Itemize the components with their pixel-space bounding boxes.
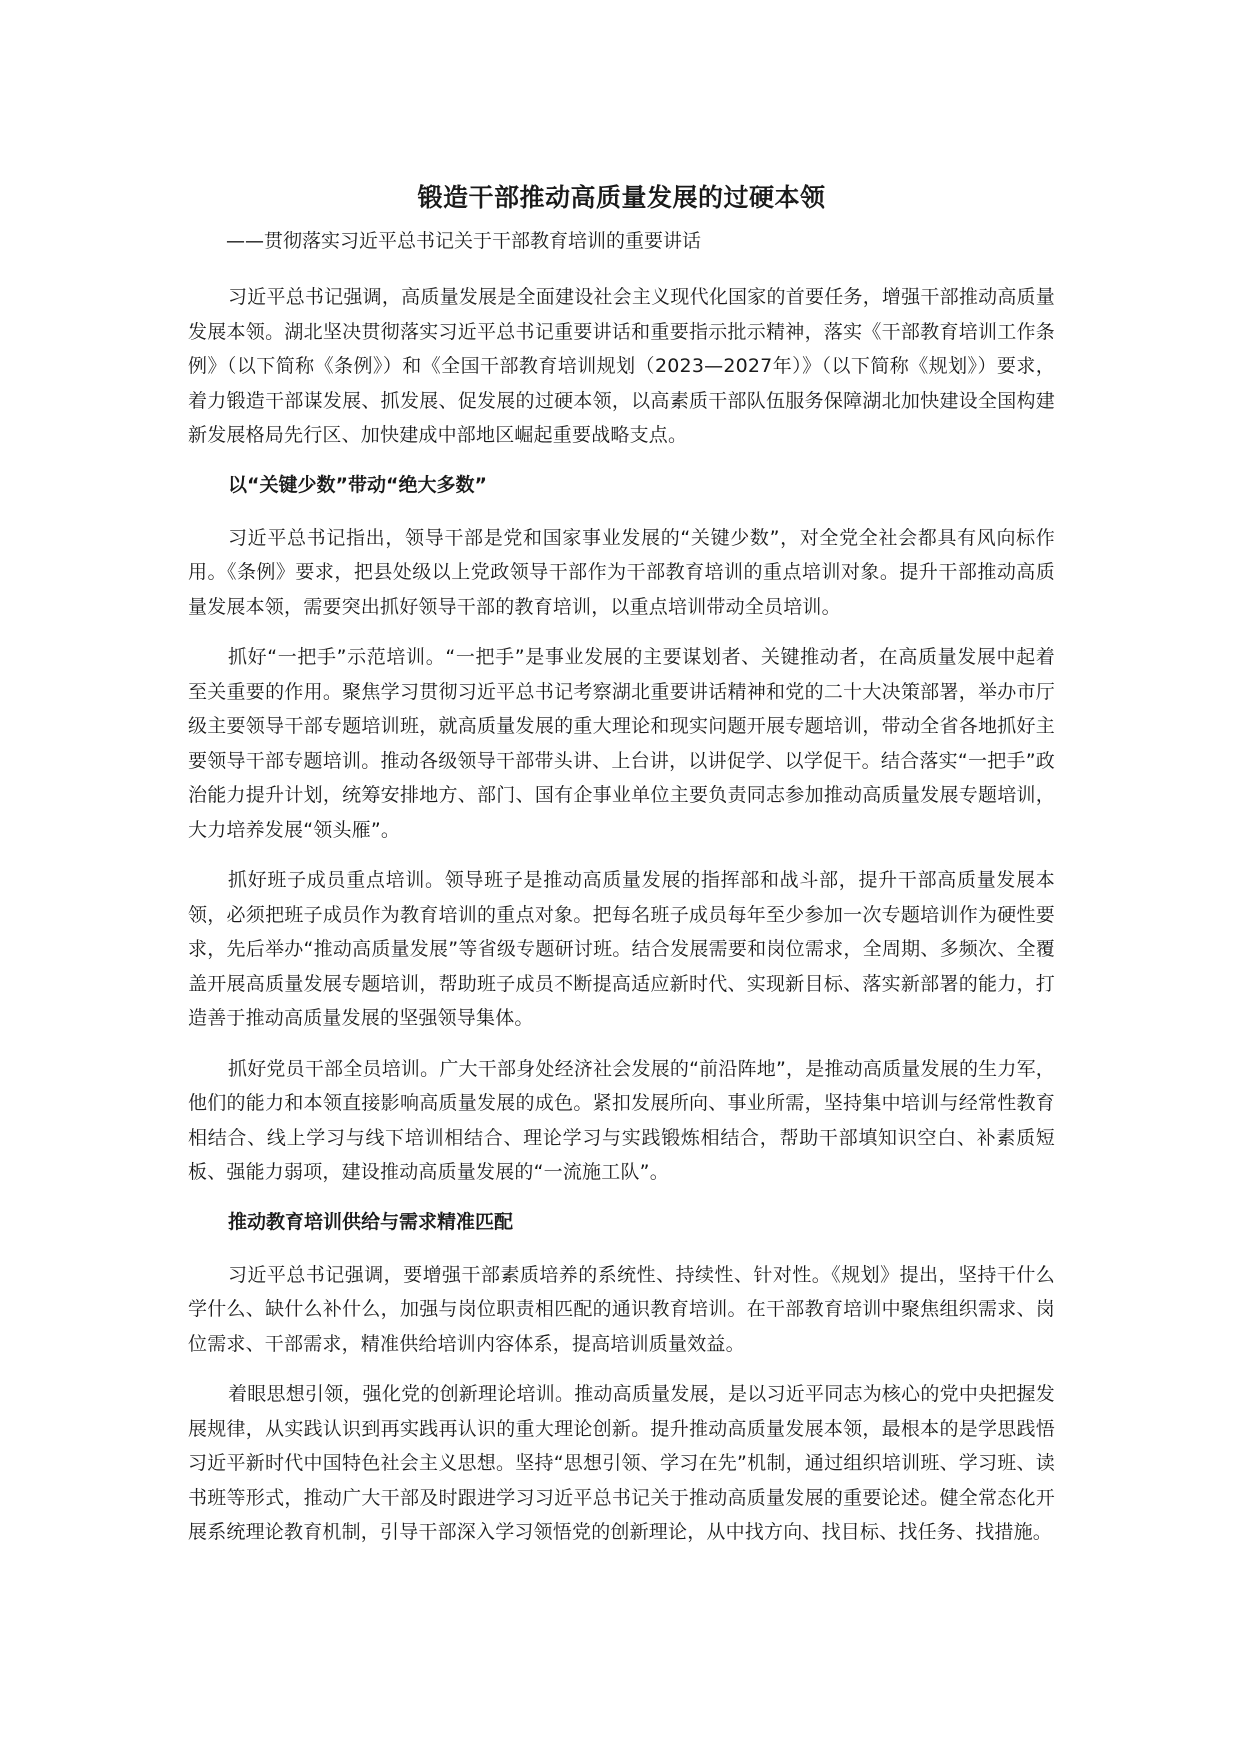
paragraph: 习近平总书记强调，要增强干部素质培养的系统性、持续性、针对性。《规划》提出，坚持干什么学什么、缺什么补什么，加强与岗位职责相匹配的通识教育培训。在干部教育培训中聚焦组织需求、岗位需求、干部需求，精准供给培训内容体系，提高培训质量效益。 [188,1263,1055,1355]
paragraph: 抓好“一把手”示范培训。“一把手”是事业发展的主要谋划者、关键推动者，在高质量发展中起着至关重要的作用。聚焦学习贯彻习近平总书记考察湖北重要讲话精神和党的二十大决策部署，举办市厅级主要领导干部专题培训班，就高质量发展的重大理论和现实问题开展专题培训，带动全省各地抓好主要领导干部专题培训。推动各级领导干部带头讲、上台讲，以讲促学、以学促干。结合落实“一把手”政治能力提升计划，统筹安排地方、部门、国有企事业单位主要负责同志参加推动高质量发展专题培训，大力培养发展“领头雁”。 [188,646,1055,841]
section-heading-key-minority: 以“关键少数”带动“绝大多数” [228,473,487,496]
paragraph: 着眼思想引领，强化党的创新理论培训。推动高质量发展，是以习近平同志为核心的党中央把握发展规律，从实践认识到再实践再认识的重大理论创新。提升推动高质量发展本领，最根本的是学思践悟习近平新时代中国特色社会主义思想。坚持“思想引领、学习在先”机制，通过组织培训班、学习班、读书班等形式，推动广大干部及时跟进学习习近平总书记关于推动高质量发展的重要论述。健全常态化开展系统理论教育机制，引导干部深入学习领悟党的创新理论，从中找方向、找目标、找任务、找措施。 [188,1383,1055,1543]
paragraph: 抓好党员干部全员培训。广大干部身处经济社会发展的“前沿阵地”，是推动高质量发展的生力军，他们的能力和本领直接影响高质量发展的成色。紧扣发展所向、事业所需，坚持集中培训与经常性教育相结合、线上学习与线下培训相结合、理论学习与实践锻炼相结合，帮助干部填知识空白、补素质短板、强能力弱项，建设推动高质量发展的“一流施工队”。 [188,1057,1055,1183]
paragraph: 抓好班子成员重点培训。领导班子是推动高质量发展的指挥部和战斗部，提升干部高质量发展本领，必须把班子成员作为教育培训的重点对象。把每名班子成员每年至少参加一次专题培训作为硬性要求，先后举办“推动高质量发展”等省级专题研讨班。结合发展需要和岗位需求，全周期、多频次、全覆盖开展高质量发展专题培训，帮助班子成员不断提高适应新时代、实现新目标、落实新部署的能力，打造善于推动高质量发展的坚强领导集体。 [188,869,1055,1029]
intro-paragraph: 习近平总书记强调，高质量发展是全面建设社会主义现代化国家的首要任务，增强干部推动高质量发展本领。湖北坚决贯彻落实习近平总书记重要讲话和重要指示批示精神，落实《干部教育培训工作条例》（以下简称《条例》）和《全国干部教育培训规划（2023—2027年）》（以下简称《规划》）要求，着力锻造干部谋发展、抓发展、促发展的过硬本领，以高素质干部队伍服务保障湖北加快建设全国构建新发展格局先行区、加快建成中部地区崛起重要战略支点。 [188,286,1055,446]
paragraph: 习近平总书记指出，领导干部是党和国家事业发展的“关键少数”，对全党全社会都具有风向标作用。《条例》要求，把县处级以上党政领导干部作为干部教育培训的重点培训对象。提升干部推动高质量发展本领，需要突出抓好领导干部的教育培训，以重点培训带动全员培训。 [188,526,1055,618]
document-subtitle: ——贯彻落实习近平总书记关于干部教育培训的重要讲话 [226,230,702,252]
document-title: 锻造干部推动高质量发展的过硬本领 [417,183,826,212]
section-heading-supply-demand: 推动教育培训供给与需求精准匹配 [228,1210,514,1233]
